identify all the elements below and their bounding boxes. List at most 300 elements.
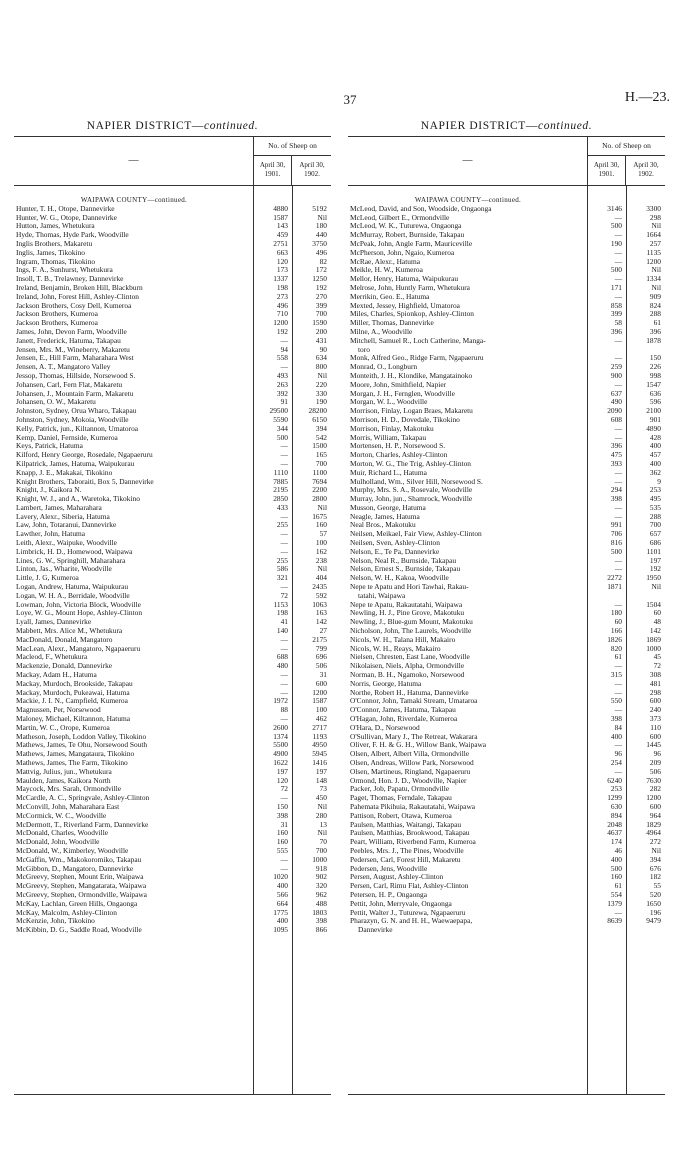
sheep-1901: 398 [610,494,622,504]
sheep-1902: 901 [649,414,661,424]
sheep-1902: 866 [315,925,327,935]
owner-name: O'Hara, D., Norsewood [350,723,420,732]
sheep-1902: 90 [319,344,327,354]
sheep-1901: — [280,793,288,803]
sheep-1901: 4900 [273,749,288,759]
left-header-sheep: No. of Sheep on [254,137,331,156]
owner-name: toro [358,345,370,354]
owner-name: Murphy, Mrs. S. A., Rosevale, Woodville [350,486,473,495]
sheep-1902: 799 [315,643,327,653]
sheep-1902: 57 [319,529,327,539]
sheep-1902: 1590 [312,318,327,328]
owner-name: Pharazyn, G. N. and H. H., Waewaepapa, [350,917,473,926]
sheep-1901: 710 [276,309,288,319]
owner-name: Kelly, Patrick, jun., Kiltannon, Umatoroa [16,424,139,433]
owner-name: Logan, W. H. A., Berridale, Woodville [16,591,130,600]
sheep-1901: 500 [610,863,622,873]
sheep-1902: 182 [649,872,661,882]
sheep-1902: 657 [649,529,661,539]
sheep-1901: 2048 [607,819,622,829]
sheep-1902: 82 [319,256,327,266]
sheep-1901: — [614,740,622,750]
sheep-1902: 4964 [646,828,661,838]
sheep-1902: 165 [315,450,327,460]
sheep-1902: Nil [651,265,661,275]
owner-name: Morrison, Finlay, Logan Braes, Makaretu [350,407,473,416]
sheep-1901: 433 [276,502,288,512]
sheep-1902: 399 [315,300,327,310]
left-column-title: NAPIER DISTRICT—continued. [86,120,259,132]
sheep-1901: 263 [276,379,288,389]
owner-name: Norman, B. H., Ngamoko, Norsewood [350,671,465,680]
sheep-1901: — [614,291,622,301]
owner-name: Lines, G. W., Springhill, Maharahara [16,556,126,565]
sheep-1901: — [614,705,622,715]
sheep-1902: 596 [649,397,661,407]
owner-name: Mackay, Adam H., Hatuma [16,671,97,680]
owner-name: Morton, Charles, Ashley-Clinton [350,451,448,460]
sheep-1902: 495 [649,494,661,504]
sheep-1902: 2175 [312,634,327,644]
owner-name: Miles, Charles, Spionkop, Ashley-Clinton [350,310,474,319]
sheep-1902: 1101 [646,546,661,556]
sheep-1901: 900 [610,370,622,380]
owner-name: Insoll, T. B., Trelawney, Dannevirke [16,275,124,284]
sheep-1902: 1869 [646,634,661,644]
owner-name: Musson, George, Hatuma [350,503,426,512]
sheep-1902: Nil [317,801,327,811]
owner-name: Morris, William, Takapau [350,433,427,442]
sheep-1901: 198 [276,282,288,292]
owner-name: Murray, John, jun., Shamrock, Woodville [350,495,473,504]
table-row [14,926,331,935]
sheep-1902: 220 [315,379,327,389]
owner-name: Knapp, J. E., Makakai, Tikokino [16,468,113,477]
sheep-1902: 100 [315,538,327,548]
sheep-1902: Nil [651,845,661,855]
owner-name: Nelson, Neal R., Burnside, Takapau [350,556,457,565]
sheep-1902: Nil [317,370,327,380]
sheep-1902: 488 [315,898,327,908]
sheep-1902: 190 [315,397,327,407]
sheep-1901: — [614,423,622,433]
sheep-1902: 909 [649,291,661,301]
sheep-1902: 330 [315,388,327,398]
owner-name: Persen, August, Ashley-Clinton [350,873,444,882]
sheep-1902: 362 [649,467,661,477]
sheep-1901: 1200 [273,318,288,328]
sheep-1902: 600 [649,731,661,741]
owner-name: Inglis, James, Tikokino [16,248,85,257]
owner-name: Nelson, Ernest S., Burnside, Takapau [350,565,461,574]
sheep-1901: 1826 [607,634,622,644]
sheep-1902: 1445 [646,740,661,750]
sheep-1902: 700 [315,458,327,468]
owner-name: McDonald, W., Kimberley, Woodville [16,846,129,855]
sheep-1901: 190 [610,238,622,248]
owner-name: Mathews, James, Mangataura, Tikokino [16,750,135,759]
sheep-1902: 27 [319,626,327,636]
owner-name: Lyall, James, Dannevirke [16,618,92,627]
owner-name: Knight Brothers, Taboraiti, Box 5, Dannevirke [16,477,154,486]
sheep-1902: 272 [649,837,661,847]
sheep-1902: 1675 [312,511,327,521]
sheep-1901: 2850 [273,494,288,504]
sheep-1901: 688 [276,652,288,662]
sheep-1901: — [280,678,288,688]
right-header-sheep: No. of Sheep on [588,137,665,156]
owner-name: Mortensen, H. P., Norsewood S. [350,442,446,451]
sheep-1901: — [280,511,288,521]
owner-name: McDonald, Charles, Woodville [16,829,109,838]
sheep-1901: 586 [276,564,288,574]
sheep-1901: 84 [614,722,622,732]
owner-name: Morgan, J. H., Fernglen, Woodville [350,389,455,398]
sheep-1901: 493 [276,370,288,380]
sheep-1901: 72 [280,590,288,600]
table-row [348,583,665,592]
owner-name: Mitchell, Samuel R., Loch Catherine, Manga- [350,336,486,345]
sheep-1902: 918 [315,863,327,873]
sheep-1902: 320 [315,881,327,891]
sheep-1901: 46 [614,845,622,855]
owner-name: Ingram, Thomas, Tikokino [16,257,96,266]
sheep-1901 [589,926,627,935]
sheep-1901: 1379 [607,898,622,908]
sheep-1901: 459 [276,230,288,240]
owner-name: Janett, Frederick, Hatuma, Takapau [16,336,121,345]
sheep-1902: Nil [317,564,327,574]
owner-name: Jackson Brothers, Kumeroa [16,319,98,328]
sheep-1901: 566 [276,889,288,899]
owner-name: McKibbin, D. G., Saddle Road, Woodville [16,926,142,935]
sheep-1902: 1500 [312,441,327,451]
sheep-1901: — [280,546,288,556]
sheep-1901: — [614,599,622,609]
sheep-1902: 73 [319,784,327,794]
owner-name: Mackay, Murdoch, Pukeawai, Hatuma [16,688,130,697]
sheep-1901: 392 [276,388,288,398]
sheep-1901: 3146 [607,203,622,213]
left-table-header [14,136,331,186]
sheep-1901: — [614,212,622,222]
sheep-1901: — [614,256,622,266]
sheep-1902: 535 [649,502,661,512]
owner-name: McConvill, John, Maharahara East [16,802,120,811]
owner-name: Lavery, Alexr., Siberia, Hatuma [16,512,110,521]
sheep-1901: 664 [276,898,288,908]
sheep-1902: 2800 [312,494,327,504]
sheep-1902: 257 [649,238,661,248]
sheep-1901: 554 [610,889,622,899]
sheep-1902: 197 [649,555,661,565]
sheep-1901: 7885 [273,476,288,486]
sheep-1902: 280 [315,810,327,820]
sheep-1901: 398 [610,714,622,724]
sheep-1901: 820 [610,643,622,653]
sheep-1901: 4637 [607,828,622,838]
sheep-1902: 1000 [646,643,661,653]
page-reference: H.—23. [624,90,670,105]
sheep-1901: 91 [280,397,288,407]
sheep-1901: 160 [276,828,288,838]
sheep-1901: — [614,687,622,697]
sheep-1902: 172 [315,265,327,275]
owner-name: MacDonald, Donald, Mangatoro [16,635,113,644]
sheep-1901: — [280,634,288,644]
sheep-1902: 4890 [646,423,661,433]
sheep-1901: 555 [276,845,288,855]
left-subheading: WAIPAWA COUNTY—continued. [80,196,188,204]
sheep-1902: 5192 [312,203,327,213]
sheep-1901: 254 [610,758,622,767]
owner-name: McPherson, John, Ngaio, Kumeroa [350,248,455,257]
owner-name: Olsen, Martineus, Ringland, Ngapaeruru [350,767,471,776]
sheep-1901: 61 [614,881,622,891]
sheep-1902: 9 [657,476,661,486]
sheep-1902: 542 [315,432,327,442]
sheep-1901: 399 [610,309,622,319]
sheep-1901: 8639 [607,916,622,926]
sheep-1902: 226 [649,362,661,372]
owner-name: O'Connor, John, Tamaki Stream, Umataroa [350,697,478,706]
owner-name: Meikle, H. W., Kumeroa [350,266,423,275]
sheep-1902: 150 [649,353,661,363]
sheep-1901: 608 [610,414,622,424]
sheep-1902: 192 [315,282,327,292]
owner-name: Morton, W. G., The Trig, Ashley-Clinton [350,459,472,468]
sheep-1902: 6150 [312,414,327,424]
owner-name: O'Hagan, John, Riverdale, Kumeroa [350,715,458,724]
owner-name: McKay, Malcolm, Ashley-Clinton [16,908,117,917]
owner-name: tatahi, Waipawa [358,591,406,600]
sheep-1901: 480 [276,661,288,671]
owner-name: McLeod, W. K., Tuturewa, Ongaonga [350,222,462,231]
sheep-1901: 2090 [607,406,622,416]
owner-name: O'Connor, James, Hatuma, Takapau [350,706,456,715]
owner-name: Petersen, H. P., Ongaonga [350,890,427,899]
sheep-1902: Nil [651,221,661,231]
sheep-1901: 259 [610,362,622,372]
owner-name: Oliver, F. H. & G. H., Willow Bank, Waipawa [350,741,487,750]
sheep-1901: 140 [276,626,288,636]
owner-name: Johansen, J., Mountain Farm, Makaretu [16,389,134,398]
sheep-1901: 1095 [273,925,288,935]
owner-name: McKenzie, John, Tikokino [16,917,95,926]
sheep-1901: 558 [276,353,288,363]
owner-name: Olsen, Albert, Albert Villa, Ormondville [350,750,470,759]
owner-name: Mackie, J. I. N., Campfield, Kumeroa [16,697,128,706]
owner-name: McGibbon, D., Mangatoro, Dannevirke [16,864,134,873]
owner-name: Nepe te Apatu and Hori Tawhai, Rakau- [350,583,469,592]
owner-name: Peebles, Mrs. J., The Pines, Woodville [350,846,464,855]
sheep-1902: 162 [315,546,327,556]
sheep-1901: 96 [614,749,622,759]
owner-name: McRae, Alexr., Hatuma [350,257,420,266]
sheep-1901: — [280,538,288,548]
table-row [348,917,665,926]
sheep-1902 [627,926,665,935]
sheep-1902: 457 [649,450,661,460]
owner-name: Nicols, W. H., Reays, Makairo [350,644,441,653]
sheep-1901: — [280,458,288,468]
sheep-1902: 1587 [312,696,327,706]
sheep-1901: — [280,670,288,680]
owner-name: Keys, Patrick, Hatuma [16,442,83,451]
sheep-1902: Nil [317,502,327,512]
right-rows [348,196,665,935]
sheep-1901: — [614,353,622,363]
sheep-1901: 171 [610,282,622,292]
sheep-1901: 160 [276,837,288,847]
owner-name: Pahemata Pikihuia, Rakautatahi, Waipawa [350,802,476,811]
sheep-1902: 636 [649,388,661,398]
sheep-1901: 315 [610,670,622,680]
left-column [14,120,331,1095]
sheep-1901: 1299 [607,793,622,803]
owner-name: Law, John, Totaranui, Dannevirke [16,521,117,530]
sheep-1901: — [280,854,288,864]
sheep-1902: 196 [649,907,661,917]
sheep-1902: 60 [653,608,661,618]
sheep-1901: 637 [610,388,622,398]
sheep-1902: 696 [315,652,327,662]
owner-name: Jensen, E., Hill Farm, Maharahara West [16,354,134,363]
sheep-1901: 58 [614,318,622,328]
sheep-1902: 288 [649,511,661,521]
left-header-year-1901: April 30, 1901. [254,156,292,185]
owner-name: Loye, W. G., Mount Hope, Ashley-Clinton [16,609,143,618]
sheep-1902: 600 [649,801,661,811]
sheep-1902: 197 [315,766,327,776]
sheep-1901: 120 [276,256,288,266]
sheep-1902: 404 [315,573,327,583]
sheep-1902: 686 [649,538,661,548]
sheep-1902: 7630 [646,775,661,785]
owner-name: Mackay, Murdoch, Brookside, Takapau [16,679,133,688]
sheep-1902: 3750 [312,238,327,248]
sheep-1902: Nil [651,582,661,592]
sheep-1902: 1664 [646,230,661,240]
sheep-1902: 1650 [646,898,661,908]
sheep-1902: 288 [649,309,661,319]
owner-name: Pedersen, Jens, Woodville [350,864,428,873]
sheep-1901: 2751 [273,238,288,248]
sheep-1901: 816 [610,538,622,548]
sheep-1901: 173 [276,265,288,275]
owner-name: Nielsen, Chresten, East Lane, Woodville [350,653,470,662]
sheep-1901: — [280,450,288,460]
sheep-1901: 991 [610,520,622,530]
sheep-1902: 394 [315,423,327,433]
sheep-1901: — [280,714,288,724]
owner-name: Persen, Carl, Rimu Flat, Ashley-Clinton [350,882,469,891]
sheep-1901: 1153 [273,599,288,609]
right-header-year-1902: April 30, 1902. [633,161,659,178]
sheep-1902: 1193 [312,731,327,741]
left-header-dash: — [128,155,139,166]
sheep-1902: 209 [649,758,661,767]
sheep-1902: 61 [653,318,661,328]
owner-name: Morrison, H. D., Dovedale, Tikokino [350,415,460,424]
owner-name: Morrison, Finlay, Makotuku [350,424,434,433]
sheep-1901: 120 [276,775,288,785]
sheep-1902: 1547 [646,379,661,389]
sheep-1902: 70 [319,837,327,847]
sheep-1902: 1416 [312,758,327,767]
left-table-body [14,186,331,1095]
owner-name: McGreevy, Stephen, Mangatarata, Waipawa [16,882,147,891]
sheep-1901: 706 [610,529,622,539]
sheep-1902: 431 [315,335,327,345]
owner-name: Magnussen, Per, Norsewood [16,706,101,715]
sheep-1902: 800 [315,362,327,372]
sheep-1902: 440 [315,230,327,240]
owner-name: Olsen, Andreas, Willow Park, Norsewood [350,759,474,767]
sheep-1901: 1622 [273,758,288,767]
owner-name: Inglis Brothers, Makaretu [16,239,93,248]
owner-name: Moore, John, Smithfield, Napier [350,380,447,389]
owner-name: Nicols, W. H., Talana Hill, Makairo [350,635,456,644]
sheep-1902: 373 [649,714,661,724]
sheep-1901: — [614,476,622,486]
owner-name: Nepe te Apatu, Rakautatahi, Waipawa [350,600,463,609]
sheep-1902: 72 [653,661,661,671]
sheep-1901: 174 [610,837,622,847]
owner-name: Johansen, Carl, Fern Flat, Makaretu [16,380,123,389]
sheep-1902: 398 [315,916,327,926]
sheep-1902: 1334 [646,274,661,284]
owner-name: Jessop, Thomas, Hillside, Norsewood S. [16,371,136,380]
sheep-1901: — [614,555,622,565]
owner-name: Ireland, Benjamin, Broken Hill, Blackburn [16,283,143,292]
sheep-1902: 2100 [646,406,661,416]
sheep-1902: 5945 [312,749,327,759]
owner-name: Paulsen, Matthias, Waitangi, Takapau [350,820,462,829]
sheep-1901: 5590 [273,414,288,424]
owner-name: Kilpatrick, James, Hatuma, Waipukurau [16,459,135,468]
sheep-1901: 400 [610,731,622,741]
owner-name: Monrad, O., Longburn [350,363,418,372]
sheep-1901: 2272 [607,573,622,583]
owner-name: Mulholland, Wm., Silver Hill, Norsewood S. [350,477,483,486]
sheep-1901: 1337 [273,274,288,284]
owner-name: Matheson, Joseph, Loddon Valley, Tikokino [16,732,147,741]
sheep-1902: 100 [315,705,327,715]
sheep-1901: — [614,564,622,574]
owner-name: Monteith, J. H., Klondike, Mangatainoko [350,371,473,380]
owner-name: Lowman, John, Victoria Block, Woodville [16,600,141,609]
owner-name: Monk, Alfred Geo., Ridge Farm, Ngapaeruru [350,354,484,363]
owner-name: Peart, William, Riverbend Farm, Kumeroa [350,838,476,847]
right-header-dash: — [462,155,473,166]
sheep-1902: Nil [317,212,327,222]
owner-name: Jackson Brothers, Cosy Dell, Kumeroa [16,301,132,310]
sheep-1902: 400 [649,441,661,451]
owner-name: Neilsen, Meikael, Fair View, Ashley-Clinton [350,530,482,539]
sheep-1901: — [614,274,622,284]
sheep-1901: 393 [610,458,622,468]
sheep-1901: 150 [276,801,288,811]
owner-name: Limbrick, H. D., Homewood, Waipawa [16,547,133,556]
right-header-year-1901: April 30, 1901. [588,156,626,185]
owner-name: Kilford, Henry George, Rosedale, Ngapaeruru [16,451,153,460]
sheep-1901: 255 [276,555,288,565]
sheep-1901: — [280,335,288,345]
owner-name: Nikolaisen, Niels, Alpha, Ormondville [350,662,465,671]
sheep-1901: 475 [610,450,622,460]
owner-name: McMurray, Robert, Burnside, Takapau [350,231,465,240]
